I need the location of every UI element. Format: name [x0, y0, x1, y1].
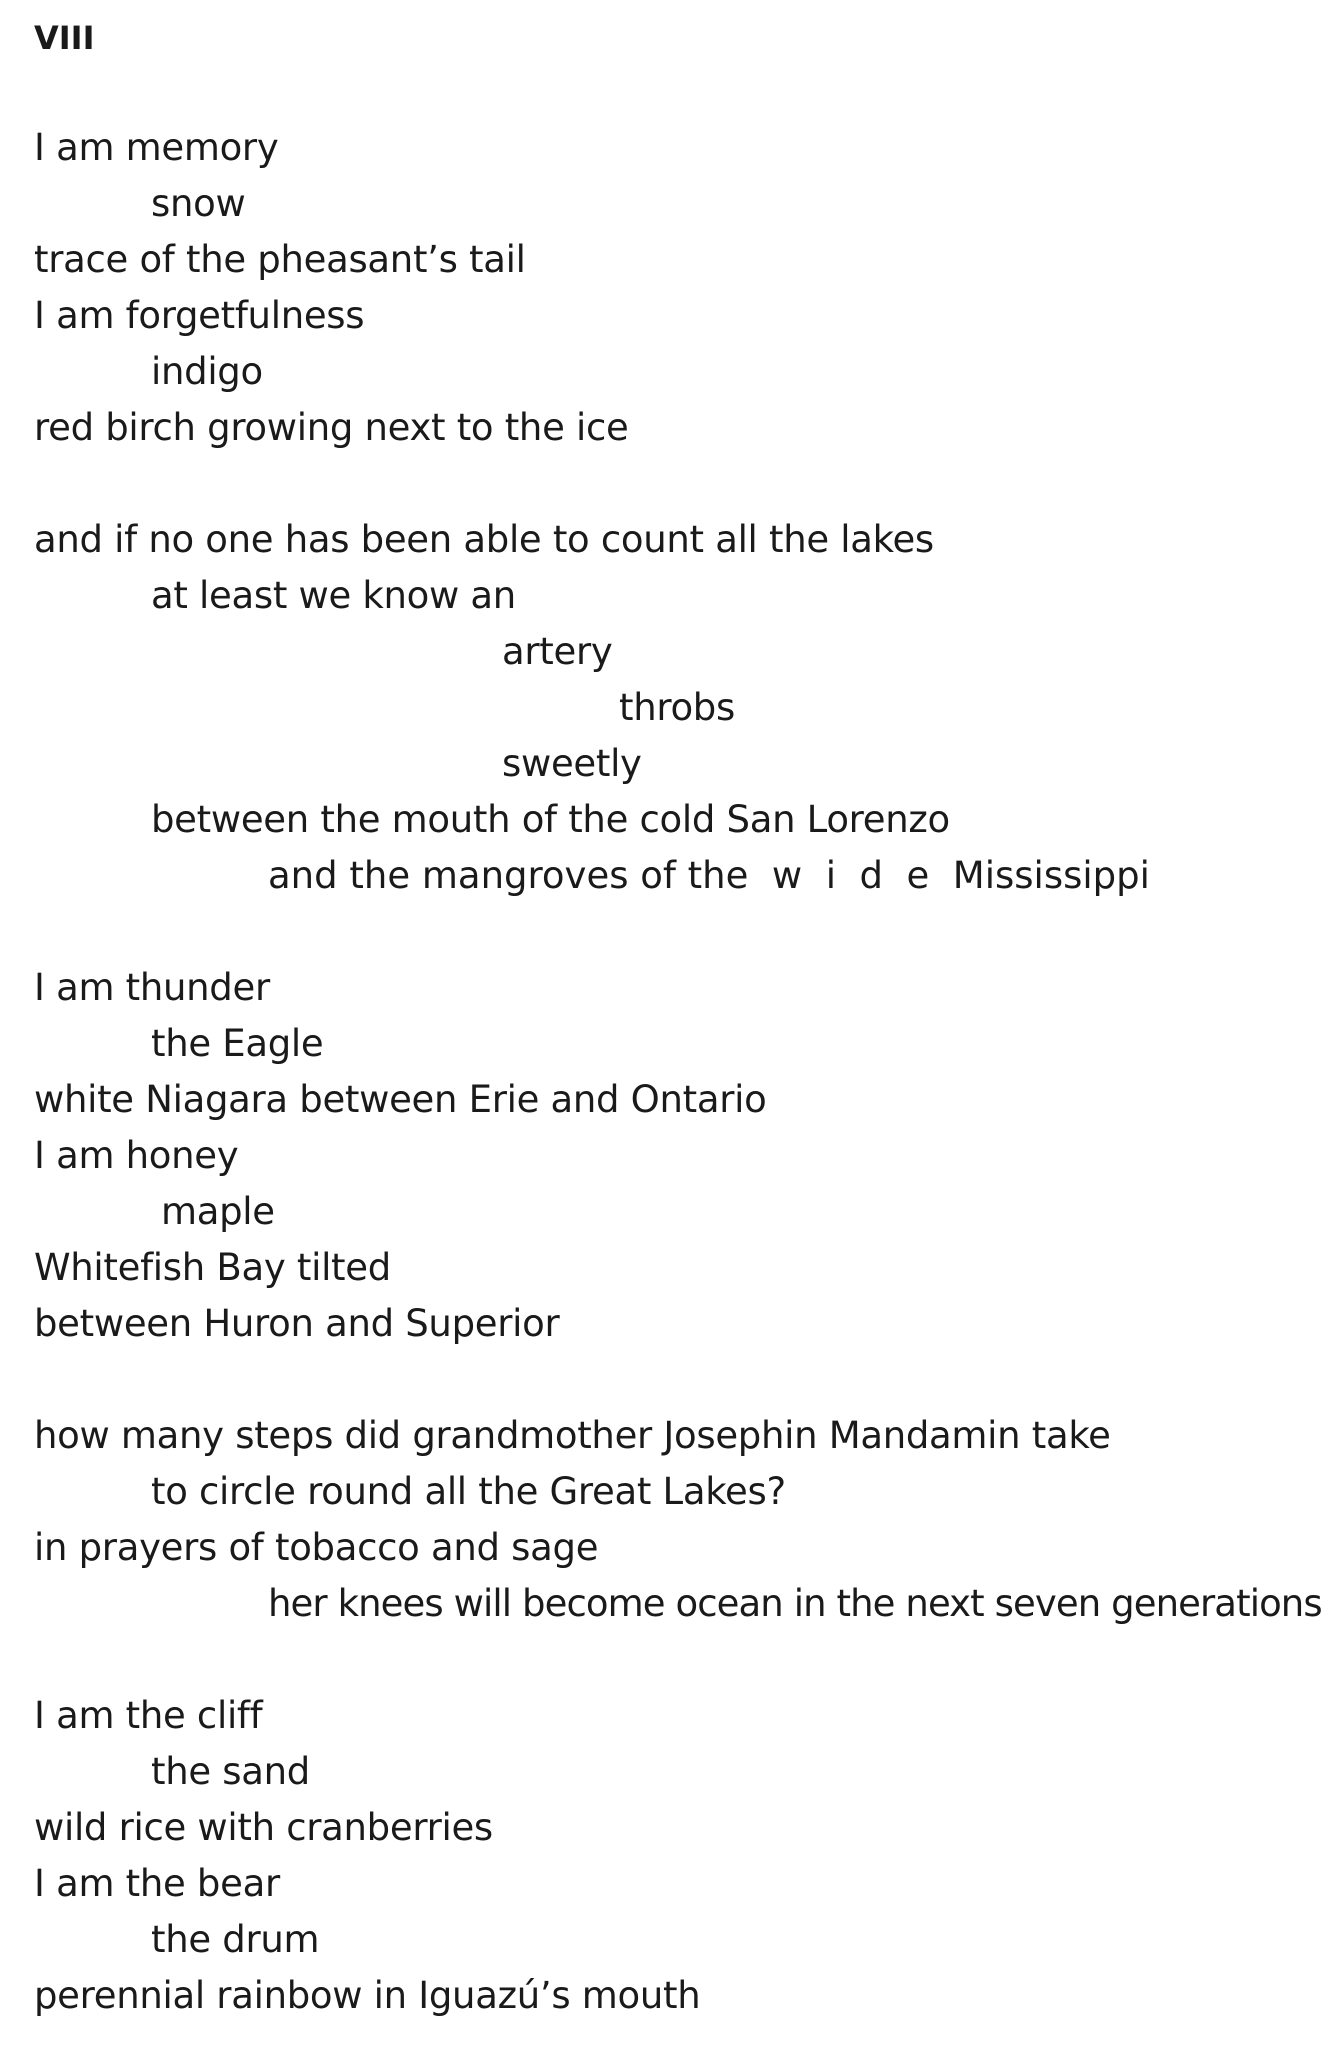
poem-line: her knees will become ocean in the next seven generations: [268, 1582, 1322, 1625]
poem-line: I am thunder: [34, 966, 270, 1009]
poem-line: I am forgetfulness: [34, 294, 365, 337]
poem-line: I am memory: [34, 126, 279, 169]
poem-line: white Niagara between Erie and Ontario: [34, 1078, 767, 1121]
poem-line: and if no one has been able to count all the lakes: [34, 518, 934, 561]
poem-line: Whitefish Bay tilted: [34, 1246, 391, 1289]
poem-line: maple: [161, 1190, 275, 1233]
poem-line: how many steps did grandmother Josephin Mandamin take: [34, 1414, 1111, 1457]
poem-line: wild rice with cranberries: [34, 1806, 493, 1849]
poem-line: snow: [151, 182, 246, 225]
poem-line: and the mangroves of the w i d e Mississippi: [268, 854, 1150, 897]
poem-line: red birch growing next to the ice: [34, 406, 629, 449]
poem-line: perennial rainbow in Iguazú’s mouth: [34, 1974, 701, 2017]
poem-line: I am honey: [34, 1134, 239, 1177]
poem-line: I am the cliff: [34, 1694, 263, 1737]
poem-line: the Eagle: [151, 1022, 324, 1065]
poem-line: throbs: [619, 686, 735, 729]
poem-line: the drum: [151, 1918, 320, 1961]
poem-line: I am the bear: [34, 1862, 280, 1905]
poem-line: between the mouth of the cold San Lorenzo: [151, 798, 950, 841]
poem-line: indigo: [151, 350, 263, 393]
poem-line: in prayers of tobacco and sage: [34, 1526, 599, 1569]
poem-line: trace of the pheasant’s tail: [34, 238, 526, 281]
section-heading: VIII: [34, 19, 95, 57]
poem-line: artery: [502, 630, 613, 673]
poem-line: sweetly: [502, 742, 642, 785]
poem-line: to circle round all the Great Lakes?: [151, 1470, 786, 1513]
poem-line: the sand: [151, 1750, 310, 1793]
poem-line: between Huron and Superior: [34, 1302, 560, 1345]
poem-line: at least we know an: [151, 574, 516, 617]
